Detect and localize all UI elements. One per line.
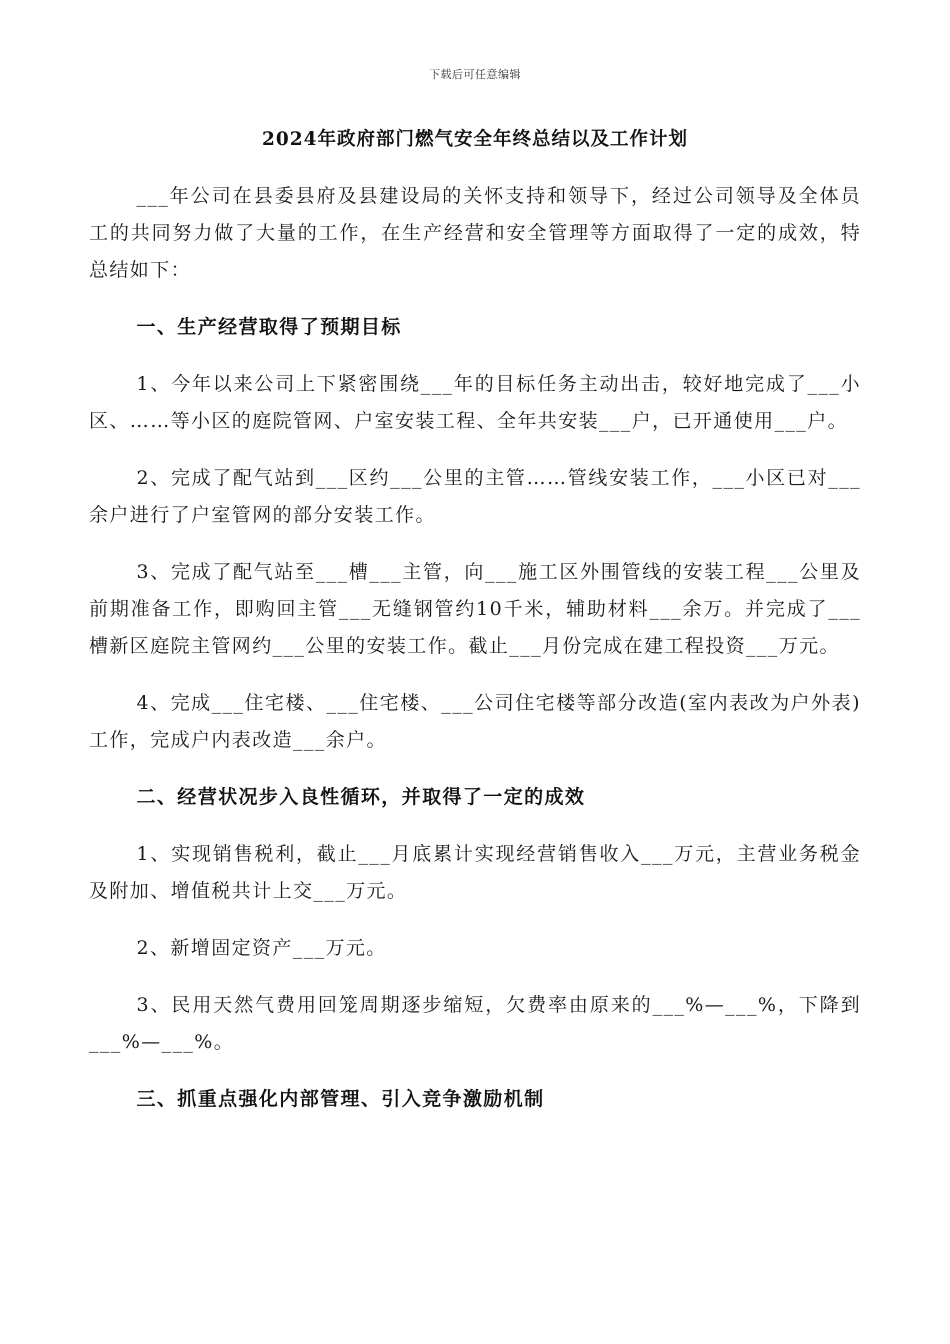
section-1-item-4: 4、完成___住宅楼、___住宅楼、___公司住宅楼等部分改造(室内表改为户外表)工作，完成户内表改造___余户。 xyxy=(89,692,861,751)
section-1-item-2: 2、完成了配气站到___区约___公里的主管……管线安装工作，___小区已对___余户进行了户室管网的部分安装工作。 xyxy=(89,467,861,526)
section-2-item-3: 3、民用天然气费用回笼周期逐步缩短，欠费率由原来的___%—___%，下降到___%—___%。 xyxy=(89,994,861,1053)
section-2-item-1: 1、实现销售税利，截止___月底累计实现经营销售收入___万元，主营业务税金及附加、增值税共计上交___万元。 xyxy=(89,843,861,902)
document-body xyxy=(89,178,861,1138)
header-note: 下载后可任意编辑 xyxy=(429,68,521,81)
section-heading-2: 二、经营状况步入良性循环，并取得了一定的成效 xyxy=(136,786,586,808)
document-title: 2024年政府部门燃气安全年终总结以及工作计划 xyxy=(262,129,688,150)
intro-paragraph: ___年公司在县委县府及县建设局的关怀支持和领导下，经过公司领导及全体员工的共同努力做了大量的工作，在生产经营和安全管理等方面取得了一定的成效，特总结如下： xyxy=(89,185,861,281)
section-heading-1: 一、生产经营取得了预期目标 xyxy=(136,316,402,338)
section-2-item-2: 2、新增固定资产___万元。 xyxy=(136,937,387,959)
section-1-item-3: 3、完成了配气站至___槽___主管，向___施工区外围管线的安装工程___公里及前期准备工作，即购回主管___无缝钢管约10千米，辅助材料___余万。并完成了___槽新区庭院主管网约___公里的安装工作。截止___月份完成在建工程投资___万元。 xyxy=(89,561,861,657)
section-heading-3: 三、抓重点强化内部管理、引入竞争激励机制 xyxy=(136,1088,545,1110)
section-1-item-1: 1、今年以来公司上下紧密围绕___年的目标任务主动出击，较好地完成了___小区、……等小区的庭院管网、户室安装工程、全年共安装___户，已开通使用___户。 xyxy=(89,373,861,432)
